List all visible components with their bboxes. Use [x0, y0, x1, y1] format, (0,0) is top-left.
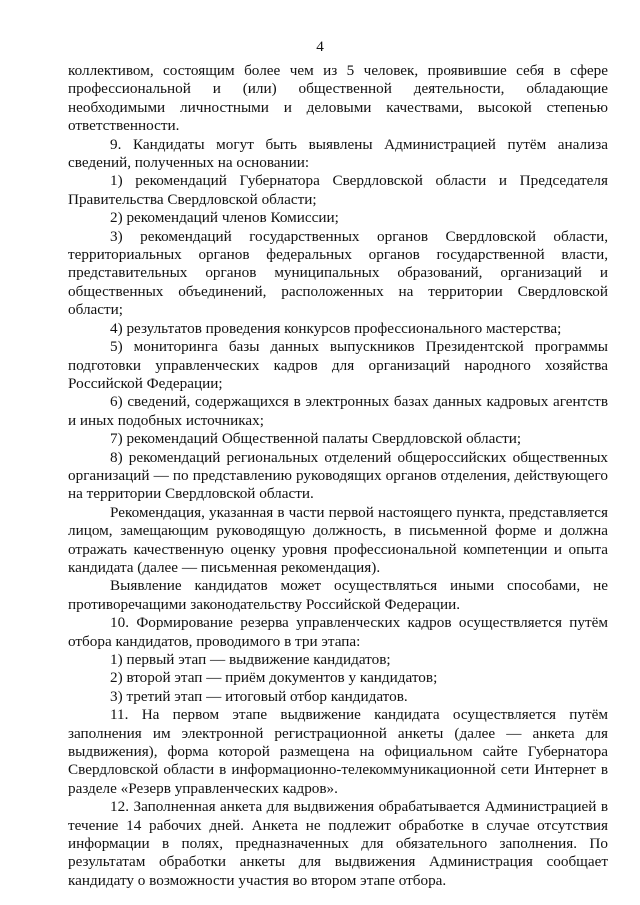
document-body: [68, 62, 608, 890]
page-number: 4: [316, 38, 324, 55]
paragraph: 11. На первом этапе выдвижение кандидата осуществляется путём заполнения им электронной регистрационной анкеты (далее — анкета для выдвижения), форма которой размещена на официальном сайте Губернатора Свердловской области в информационно-телекоммуникационной сети Интернет в разделе «Резерв управленческих кадров».: [68, 706, 608, 797]
paragraph: 12. Заполненная анкета для выдвижения обрабатывается Администрацией в течение 14 рабочих дней. Анкета не подлежит обработке в случае отсутствия информации в полях, предназначенных для обязательного заполнения. По результатам обработки анкеты для выдвижения Администрация сообщает кандидату о возможности участия во втором этапе отбора.: [68, 798, 608, 889]
list-item: 5) мониторинга базы данных выпускников Президентской программы подготовки управленческих кадров для организаций народного хозяйства Российской Федерации;: [68, 338, 608, 392]
list-item: 3) третий этап — итоговый отбор кандидатов.: [110, 687, 408, 705]
paragraph: коллективом, состоящим более чем из 5 человек, проявившие себя в сфере профессиональной и (или) общественной деятельности, обладающие необходимыми личностными и деловыми качествами, высокой степенью ответственности.: [68, 62, 608, 135]
list-item: 3) рекомендаций государственных органов Свердловской области, территориальных органов федеральных органов государственной власти, представительных органов муниципальных образований, организаций и общественных объединений, расположенных на территории Свердловской области;: [68, 227, 608, 319]
list-item: 1) первый этап — выдвижение кандидатов;: [110, 651, 391, 668]
list-item: 7) рекомендаций Общественной палаты Свердловской области;: [110, 430, 522, 448]
paragraph: 10. Формирование резерва управленческих кадров осуществляется путём отбора кандидатов, проводимого в три этапа:: [68, 614, 608, 650]
paragraph: Выявление кандидатов может осуществляться иными способами, не противоречащими законодательству Российской Федерации.: [68, 577, 608, 613]
list-item: 2) второй этап — приём документов у кандидатов;: [110, 669, 438, 687]
list-item: 4) результатов проведения конкурсов профессионального мастерства;: [110, 319, 562, 337]
list-item: 2) рекомендаций членов Комиссии;: [110, 209, 339, 227]
list-item: 8) рекомендаций региональных отделений общероссийских общественных организаций — по представлению руководящих органов отделения, действующего на территории Свердловской области.: [68, 448, 608, 503]
paragraph: 9. Кандидаты могут быть выявлены Администрацией путём анализа сведений, полученных на основании:: [68, 135, 608, 172]
list-item: 1) рекомендаций Губернатора Свердловской области и Председателя Правительства Свердловской области;: [68, 172, 608, 208]
paragraph: Рекомендация, указанная в части первой настоящего пункта, представляется лицом, замещающим руководящую должность, в письменной форме и должна отражать качественную оценку уровня профессиональной компетенции и опыта кандидата (далее — письменная рекомендация).: [68, 503, 608, 576]
list-item: 6) сведений, содержащихся в электронных базах данных кадровых агентств и иных подобных источниках;: [68, 393, 608, 429]
